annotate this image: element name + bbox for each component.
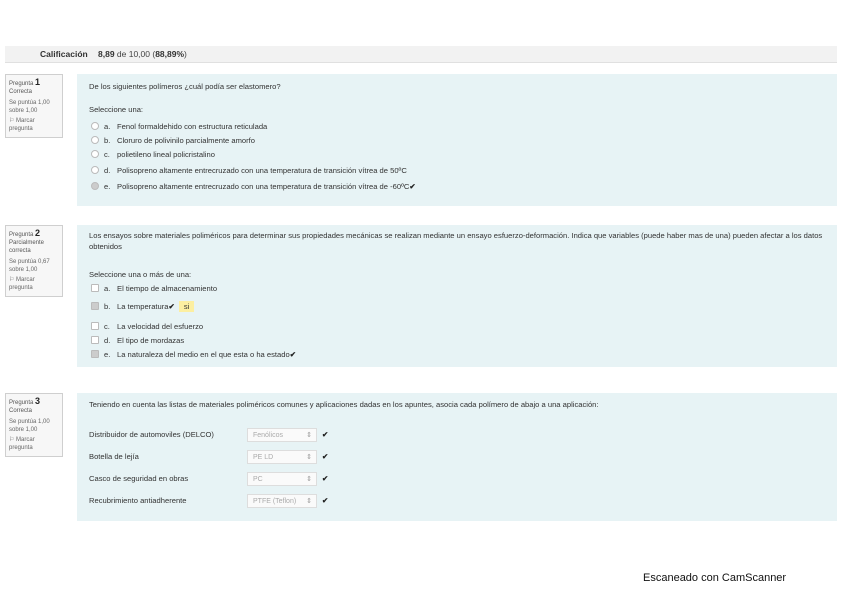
answer-option[interactable]: c. La velocidad del esfuerzo bbox=[91, 321, 203, 332]
check-icon: ✔ bbox=[322, 496, 329, 505]
question-text: De los siguientes polímeros ¿cuál podía ser elastomero? bbox=[89, 82, 281, 91]
answer-option[interactable]: b. Cloruro de polivinilo parcialmente amorfo bbox=[91, 135, 255, 146]
answer-option[interactable]: a. El tiempo de almacenamiento bbox=[91, 283, 217, 294]
question-text: Teniendo en cuenta las listas de materiales poliméricos comunes y aplicaciones dadas en los apuntes, asocia cada polímero de abajo a una aplicación: bbox=[89, 400, 599, 409]
answer-option[interactable]: d. El tipo de mordazas bbox=[91, 335, 184, 346]
check-icon: ✔ bbox=[322, 430, 329, 439]
match-select[interactable]: PE LD ⇕ bbox=[247, 450, 317, 464]
sort-arrows-icon: ⇕ bbox=[306, 476, 312, 483]
question-info-2: Pregunta 2 Parcialmente correcta Se puntúa 0,67 sobre 1,00 ⚐ Marcar pregunta bbox=[5, 225, 63, 297]
answer-option[interactable]: e. Polisopreno altamente entrecruzado con una temperatura de transición vítrea de -60ºC✔ bbox=[91, 181, 416, 192]
sort-arrows-icon: ⇕ bbox=[306, 432, 312, 439]
match-row: Casco de seguridad en obras PC ⇕ ✔ bbox=[89, 472, 247, 486]
match-select[interactable]: PTFE (Teflon) ⇕ bbox=[247, 494, 317, 508]
question-content-3 bbox=[77, 393, 837, 521]
check-icon: ✔ bbox=[289, 350, 297, 359]
answer-prompt: Seleccione una: bbox=[89, 105, 144, 114]
question-info-3: Pregunta 3 Correcta Se puntúa 1,00 sobre 1,00 ⚐ Marcar pregunta bbox=[5, 393, 63, 457]
flag-icon: ⚐ bbox=[9, 437, 17, 443]
match-row: Recubrimiento antiadherente PTFE (Teflon) ⇕ ✔ bbox=[89, 494, 247, 508]
match-select[interactable]: PC ⇕ bbox=[247, 472, 317, 486]
question-text: Los ensayos sobre materiales poliméricos para determinar sus propiedades mecánicas se realizan mediante un ensayo esfuerzo-deformación. Indica que variables (puede haber mas de una) pueden afectar a los datos obtenidos bbox=[89, 231, 823, 251]
scanner-watermark: Escaneado con CamScanner bbox=[643, 572, 787, 584]
flag-icon: ⚐ bbox=[9, 277, 17, 283]
grade-bar bbox=[5, 46, 837, 63]
answer-prompt: Seleccione una o más de una: bbox=[89, 270, 192, 279]
check-icon: ✔ bbox=[168, 302, 175, 311]
sort-arrows-icon: ⇕ bbox=[306, 498, 312, 505]
flag-icon: ⚐ bbox=[9, 118, 17, 124]
match-row: Botella de lejía PE LD ⇕ ✔ bbox=[89, 450, 247, 464]
answer-option[interactable]: d. Polisopreno altamente entrecruzado con una temperatura de transición vítrea de 50ºC bbox=[91, 165, 407, 176]
check-icon: ✔ bbox=[409, 182, 416, 191]
match-select[interactable]: Fenólicos ⇕ bbox=[247, 428, 317, 442]
sort-arrows-icon: ⇕ bbox=[306, 454, 312, 461]
grade-value: 8,89 de 10,00 (88,89%) bbox=[98, 49, 187, 59]
answer-option[interactable]: b. La temperatura✔ si bbox=[91, 301, 194, 312]
match-row: Distribuidor de automoviles (DELCO) Fenólicos ⇕ ✔ bbox=[89, 428, 247, 442]
note-badge: si bbox=[179, 301, 194, 312]
question-info-1: Pregunta 1 Correcta Se puntúa 1,00 sobre 1,00 ⚐ Marcar pregunta bbox=[5, 74, 63, 138]
answer-option[interactable]: e. La naturaleza del medio en el que esta o ha estado✔ bbox=[91, 349, 296, 360]
flag-question-button[interactable]: ⚐ Marcar pregunta bbox=[9, 118, 35, 132]
check-icon: ✔ bbox=[322, 474, 329, 483]
answer-option[interactable]: c. polietileno lineal policristalino bbox=[91, 149, 215, 160]
flag-question-button[interactable]: ⚐ Marcar pregunta bbox=[9, 277, 35, 291]
flag-question-button[interactable]: ⚐ Marcar pregunta bbox=[9, 437, 35, 451]
check-icon: ✔ bbox=[322, 452, 329, 461]
question-content-2 bbox=[77, 225, 837, 367]
answer-option[interactable]: a. Fenol formaldehido con estructura reticulada bbox=[91, 121, 267, 132]
grade-label: Calificación bbox=[40, 49, 88, 59]
question-content-1 bbox=[77, 74, 837, 206]
